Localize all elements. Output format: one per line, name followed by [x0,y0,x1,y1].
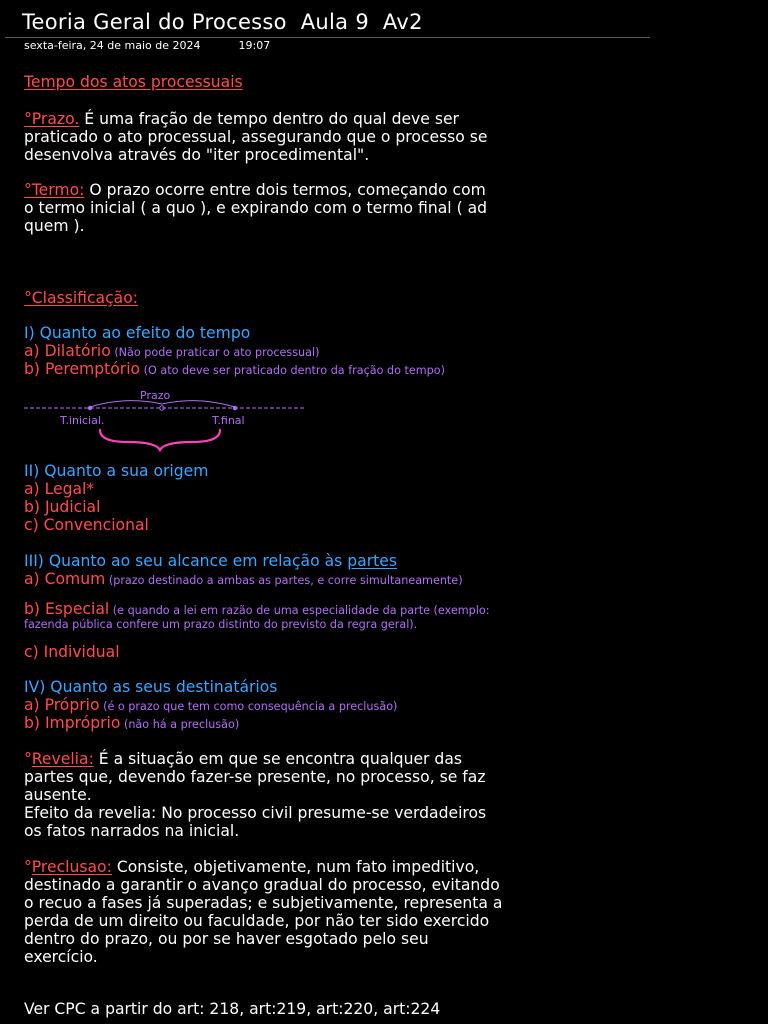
grupo1-item-1 [24,342,319,362]
improprio-label: b) Impróprio [24,714,121,732]
prazo-timeline-diagram [0,386,320,456]
grupo4-proprio [24,696,397,716]
prazo-line-3: desenvolva através do "iter procedimental". [24,146,370,164]
prazo-line-2: praticado o ato processual, assegurando que o processo se [24,128,488,146]
grupo3-comum [24,570,463,590]
preclusao-line-2: destinado a garantir o avanço gradual do processo, evitando [24,876,500,894]
termo-term: °Termo: [24,181,85,199]
page-title: Teoria Geral do Processo Aula 9 Av2 [22,10,423,34]
comum-label: a) Comum [24,570,106,588]
preclusao-term: Preclusao: [31,858,112,876]
grupo2-heading: II) Quanto a sua origem [24,462,209,480]
date-line [24,39,270,52]
dilatorio-note: (Não pode praticar o ato processual) [110,346,320,359]
grupo2-item-judicial: b) Judicial [24,498,101,516]
preclusao-bullet: ° [24,858,32,876]
preclusao-line-6: exercício. [24,948,98,966]
revelia-line-5: os fatos narrados na inicial. [24,822,240,840]
preclusao-text-1: Consiste, objetivamente, num fato impeditivo, [111,858,480,876]
proprio-label: a) Próprio [24,696,100,714]
page-time: 19:07 [238,39,271,52]
prazo-text-1: É uma fração de tempo dentro do qual deve ser [79,110,459,128]
page-date: sexta-feira, 24 de maio de 2024 [24,39,201,52]
grupo4-heading: IV) Quanto as seus destinatários [24,678,278,696]
grupo3-heading [24,552,397,570]
preclusao-line-5: dentro do prazo, ou por se haver esgotado pelo seu [24,930,429,948]
timeline-final-label: T.final [212,414,245,427]
cpc-reference: Ver CPC a partir do art: 218, art:219, art:220, art:224 [24,1000,441,1018]
revelia-line-1 [24,750,462,768]
revelia-line-4: Efeito da revelia: No processo civil presume-se verdadeiros [24,804,487,822]
classificacao-heading: °Classificação: [24,289,139,307]
revelia-line-2: partes que, devendo fazer-se presente, no processo, se faz [24,768,486,786]
termo-line-2: o termo inicial ( a quo ), e expirando com o termo final ( ad [24,199,488,217]
title-divider [5,37,650,38]
revelia-bullet: ° [24,750,32,768]
proprio-note: (é o prazo que tem como consequência a preclusão) [99,700,398,713]
revelia-line-3: ausente. [24,786,92,804]
grupo2-item-legal: a) Legal* [24,480,95,498]
preclusao-line-1 [24,858,479,876]
dilatorio-label: a) Dilatório [24,342,111,360]
especial-note-1: (e quando a lei em razão de uma especialidade da parte (exemplo: [109,604,490,617]
prazo-term: °Prazo. [24,110,80,128]
grupo3-heading-partes: partes [347,552,397,570]
peremptorio-label: b) Peremptório [24,360,141,378]
grupo4-improprio [24,714,239,734]
grupo1-item-2 [24,360,445,380]
revelia-text-1: É a situação em que se encontra qualquer das [93,750,462,768]
comum-note: (prazo destinado a ambas as partes, e corre simultaneamente) [105,574,463,587]
termo-line-1 [24,181,486,199]
especial-label: b) Especial [24,600,110,618]
improprio-note: (não há a preclusão) [120,718,240,731]
grupo3-heading-text: III) Quanto ao seu alcance em relação às [24,552,348,570]
especial-note-2: fazenda pública confere um prazo distinto do previsto da regra geral). [24,618,418,631]
preclusao-line-3: o recuo a fases já superadas; e subjetivamente, representa a [24,894,503,912]
termo-line-3: quem ). [24,217,85,235]
grupo2-item-convencional: c) Convencional [24,516,149,534]
grupo3-individual: c) Individual [24,643,120,661]
timeline-inicial-label: T.inicial. [60,414,105,427]
termo-text-1: O prazo ocorre entre dois termos, começando com [84,181,486,199]
revelia-term: Revelia: [31,750,94,768]
timeline-brace [100,430,220,450]
grupo1-heading: I) Quanto ao efeito do tempo [24,324,251,342]
section-title: Tempo dos atos processuais [24,73,243,91]
peremptorio-note: (O ato deve ser praticado dentro da fração do tempo) [140,364,445,377]
preclusao-line-4: perda de um direito ou faculdade, por não ter sido exercido [24,912,490,930]
prazo-line-1 [24,110,459,128]
timeline-prazo-label: Prazo [140,389,171,402]
